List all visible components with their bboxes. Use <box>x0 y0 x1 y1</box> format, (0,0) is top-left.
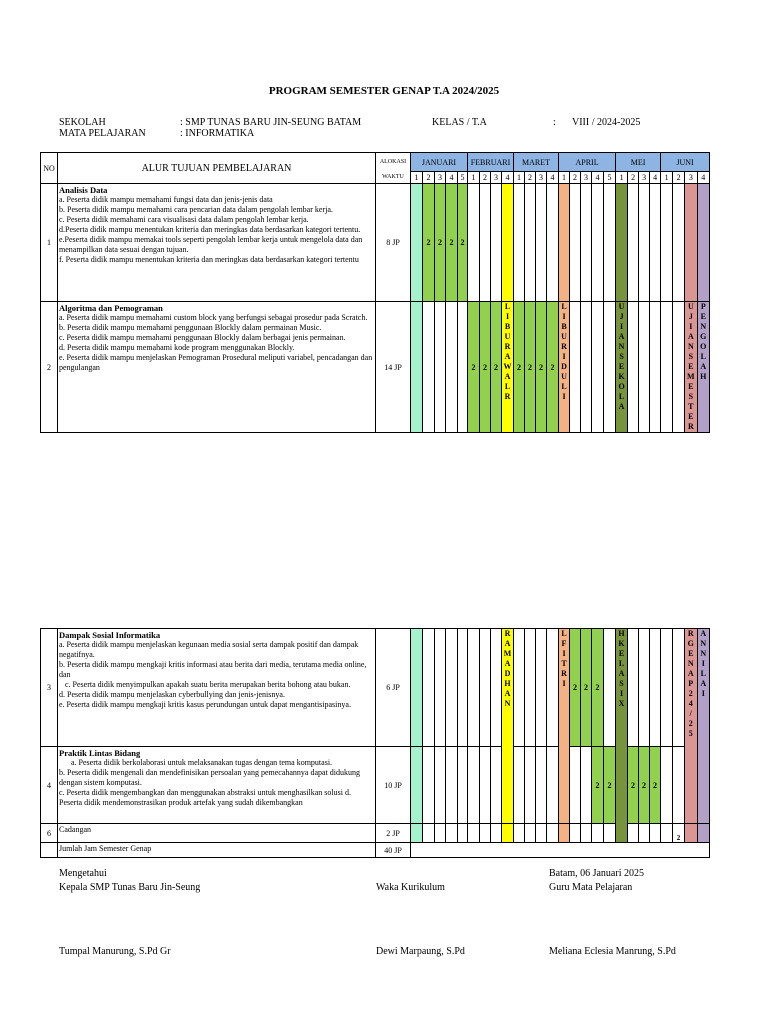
schedule-label-pengolahan: A N N I L A I <box>697 629 710 824</box>
week-cell <box>604 824 616 843</box>
objective-line: a. Peserta didik berkolaborasi untuk melaksanakan tugas dengan tema komputasi. <box>59 758 333 767</box>
week-cell <box>570 747 581 824</box>
week-number: 5 <box>458 172 468 184</box>
week-cell <box>411 184 423 302</box>
week-number: 3 <box>581 172 592 184</box>
week-cell <box>525 747 536 824</box>
objective-cell <box>58 184 376 302</box>
total-value: 40 JP <box>376 843 411 858</box>
objective-line: d. Peserta didik mampu menjelaskan cyberbullying dan jenis-jenisnya. <box>59 690 285 699</box>
month-header: JANUARI <box>411 153 468 172</box>
week-cell <box>423 629 435 747</box>
row-number: 6 <box>41 824 58 843</box>
week-cell-active: 2 <box>536 302 547 433</box>
semester-table-bottom <box>40 628 710 858</box>
week-cell <box>604 184 616 302</box>
objective-line: b. Peserta didik mampu memahami penggunaan Blockly dalam permainan Music. <box>59 323 322 332</box>
objective-cell <box>58 302 376 433</box>
week-cell <box>616 184 628 302</box>
week-number: 3 <box>435 172 446 184</box>
week-cell <box>547 747 559 824</box>
week-cell-active: 2 <box>604 747 616 824</box>
week-cell <box>514 184 525 302</box>
week-cell <box>604 629 616 747</box>
total-blank <box>411 843 710 858</box>
sig-mid-2: Waka Kurikulum <box>376 882 445 893</box>
month-header: APRIL <box>559 153 616 172</box>
week-cell <box>570 184 581 302</box>
week-number: 1 <box>514 172 525 184</box>
week-cell <box>628 824 639 843</box>
week-cell-active: 2 <box>592 629 604 747</box>
week-cell <box>446 302 458 433</box>
schedule-label-semester: U J I A N S E M E S T E R <box>685 302 697 433</box>
week-number: 5 <box>604 172 616 184</box>
objective-line: b. Peserta didik mampu mengkaji kritis informasi atau berita dari media, terutama media online, dan <box>59 660 369 679</box>
week-cell <box>435 824 446 843</box>
row-jp: 14 JP <box>376 302 411 433</box>
week-cell <box>458 302 468 433</box>
alokasi-label: ALOKASI <box>379 159 407 166</box>
week-number: 4 <box>502 172 514 184</box>
week-cell <box>446 747 458 824</box>
objective-line: e. Peserta didik mampu menjelaskan Pemograman Prosedural meliputi variabel, pencadangan dan pengulangan <box>59 353 375 372</box>
week-cell-active: 2 <box>650 747 661 824</box>
week-cell: 2 <box>673 824 685 843</box>
week-number: 1 <box>468 172 480 184</box>
week-cell <box>536 824 547 843</box>
week-cell <box>639 184 650 302</box>
row-jp: 8 JP <box>376 184 411 302</box>
week-number: 4 <box>592 172 604 184</box>
week-cell <box>411 302 423 433</box>
class-colon: : <box>553 117 556 128</box>
sig-right-name: Meliana Eclesia Manrung, S.Pd <box>549 946 676 957</box>
week-cell <box>423 824 435 843</box>
week-cell <box>673 302 685 433</box>
week-cell <box>514 629 525 747</box>
objective-heading: Algoritma dan Pemograman <box>59 303 163 313</box>
class-value: VIII / 2024-2025 <box>572 117 641 128</box>
month-header: MEI <box>616 153 661 172</box>
week-cell-active: 2 <box>525 302 536 433</box>
waktu-label: WAKTU <box>382 174 404 181</box>
week-cell <box>570 824 581 843</box>
week-number: 4 <box>547 172 559 184</box>
week-cell <box>650 824 661 843</box>
week-cell <box>559 824 570 843</box>
week-cell <box>411 629 423 747</box>
schedule-label-sekolah: H K E L A S I X <box>616 629 628 843</box>
week-cell <box>480 824 491 843</box>
total-label: Jumlah Jam Semester Genap <box>58 843 376 858</box>
week-number: 3 <box>685 172 697 184</box>
semester-table-top <box>40 152 710 433</box>
week-cell <box>661 824 673 843</box>
reserve-label: Cadangan <box>58 824 376 843</box>
week-cell <box>525 824 536 843</box>
month-header: MARET <box>514 153 559 172</box>
week-cell <box>639 629 650 747</box>
week-cell <box>547 629 559 747</box>
objective-heading: Analisis Data <box>59 185 108 195</box>
week-cell <box>525 629 536 747</box>
week-cell <box>514 824 525 843</box>
week-cell <box>661 302 673 433</box>
row-jp: 2 JP <box>376 824 411 843</box>
week-cell <box>458 824 468 843</box>
week-cell <box>673 747 685 824</box>
week-cell <box>468 824 480 843</box>
week-cell <box>458 747 468 824</box>
week-cell <box>536 184 547 302</box>
week-cell <box>570 302 581 433</box>
week-cell <box>581 747 592 824</box>
week-cell <box>502 184 514 302</box>
week-cell <box>423 747 435 824</box>
week-cell <box>536 747 547 824</box>
sig-left-name: Tumpal Manurung, S.Pd Gr <box>59 946 171 957</box>
sig-left-2: Kepala SMP Tunas Baru Jin-Seung <box>59 882 201 893</box>
week-cell <box>592 302 604 433</box>
schedule-label-idul: L F I T R I <box>559 629 570 824</box>
week-cell <box>491 824 502 843</box>
week-cell <box>468 629 480 747</box>
sig-right-2: Guru Mata Pelajaran <box>549 882 633 893</box>
week-cell <box>697 184 709 302</box>
week-cell <box>480 184 491 302</box>
col-waktu-header <box>376 172 411 184</box>
schedule-label-semester: R G E N A P 2 4 / 2 5 <box>685 629 698 824</box>
week-cell <box>411 747 423 824</box>
objective-cell <box>58 747 376 824</box>
week-cell <box>559 184 570 302</box>
week-cell-active: 2 <box>458 184 468 302</box>
row-number: 2 <box>41 302 58 433</box>
week-cell <box>435 747 446 824</box>
week-cell <box>581 302 592 433</box>
week-cell <box>650 629 661 747</box>
week-cell <box>661 184 673 302</box>
objective-line: e. Peserta didik mampu mengkaji kritis kasus perundungan untuk dapat mengantisipasinya. <box>59 700 351 709</box>
sig-left-1: Mengetahui <box>59 868 107 879</box>
week-number: 1 <box>559 172 570 184</box>
col-alur-header: ALUR TUJUAN PEMBELAJARAN <box>58 153 376 184</box>
week-cell <box>673 184 685 302</box>
week-cell <box>446 629 458 747</box>
objective-line: c. Peserta didik menyimpulkan apakah suatu berita merupakan berita bohong atau bukan. <box>59 680 351 689</box>
row-number: 1 <box>41 184 58 302</box>
week-number: 2 <box>423 172 435 184</box>
week-cell-active: 2 <box>581 629 592 747</box>
week-cell <box>581 184 592 302</box>
objective-line: e.Peserta didik mampu memakai tools seperti pengolah lembar kerja untuk mengelola data dan menampilkan data sesuai dengan tujuan. <box>59 235 365 254</box>
week-cell <box>592 184 604 302</box>
week-cell <box>423 302 435 433</box>
week-cell <box>650 302 661 433</box>
week-number: 2 <box>480 172 491 184</box>
week-cell <box>446 824 458 843</box>
week-number: 4 <box>446 172 458 184</box>
week-cell <box>685 824 698 843</box>
week-cell <box>525 184 536 302</box>
week-number: 3 <box>536 172 547 184</box>
week-cell-active: 2 <box>514 302 525 433</box>
col-no-header: NO <box>41 153 58 184</box>
week-cell <box>661 747 673 824</box>
week-cell <box>514 747 525 824</box>
week-cell <box>491 184 502 302</box>
week-cell <box>458 629 468 747</box>
week-cell-active: 2 <box>435 184 446 302</box>
week-cell <box>547 824 559 843</box>
row-number: 4 <box>41 747 58 824</box>
week-cell <box>697 824 710 843</box>
week-cell <box>685 184 697 302</box>
week-cell-active: 2 <box>639 747 650 824</box>
schedule-label-pengolahan: P E N G O L A H <box>697 302 709 433</box>
week-cell-active: 2 <box>628 747 639 824</box>
week-cell <box>628 302 639 433</box>
row-jp: 10 JP <box>376 747 411 824</box>
objective-line: a. Peserta didik mampu memahami custom block yang berfungsi sebagai prosedur pada Scratch. <box>59 313 368 322</box>
week-number: 3 <box>491 172 502 184</box>
schedule-label-sekolah: U J I A N S E K O L A <box>616 302 628 433</box>
total-empty <box>41 843 58 858</box>
week-cell-active: 2 <box>592 747 604 824</box>
week-cell <box>502 824 514 843</box>
week-cell <box>639 824 650 843</box>
week-cell <box>491 747 502 824</box>
objective-line: d. Peserta didik mampu memahami kode program menggunakan Blockly. <box>59 343 295 352</box>
schedule-label-idul: L I B U R I D U L I <box>559 302 570 433</box>
week-cell <box>536 629 547 747</box>
week-cell-active: 2 <box>547 302 559 433</box>
week-cell <box>480 747 491 824</box>
week-cell-active: 2 <box>423 184 435 302</box>
week-number: 2 <box>525 172 536 184</box>
week-cell <box>604 302 616 433</box>
objective-line: f. Peserta didik mampu menentukan kriteria dan meringkas data berdasarkan kategori tertentu <box>59 255 359 264</box>
week-cell <box>581 824 592 843</box>
objective-line: c. Peserta didik memahami cara visualisasi data dalam pengolah lembar kerja. <box>59 215 309 224</box>
objective-heading: Praktik Lintas Bidang <box>59 748 141 758</box>
week-cell <box>468 747 480 824</box>
week-cell <box>491 629 502 747</box>
week-cell <box>435 302 446 433</box>
sig-right-1: Batam, 06 Januari 2025 <box>549 868 644 879</box>
week-cell <box>468 184 480 302</box>
week-cell <box>673 629 685 747</box>
objective-heading: Dampak Sosial Informatika <box>59 630 161 640</box>
week-number: 1 <box>411 172 423 184</box>
week-cell <box>639 302 650 433</box>
week-number: 2 <box>673 172 685 184</box>
school-value: : SMP TUNAS BARU JIN-SEUNG BATAM <box>180 117 362 128</box>
col-alokasi-header <box>376 153 411 172</box>
week-number: 4 <box>650 172 661 184</box>
objective-line: a. Peserta didik mampu menjelaskan kegunaan media sosial serta dampak positif dan dampak negatifnya. <box>59 640 361 659</box>
objective-line: a. Peserta didik mampu memahami fungsi data dan jenis-jenis data <box>59 195 273 204</box>
week-number: 2 <box>570 172 581 184</box>
sig-mid-name: Dewi Marpaung, S.Pd <box>376 946 465 957</box>
class-label: KELAS / T.A <box>432 117 487 128</box>
week-number: 1 <box>661 172 673 184</box>
school-label: SEKOLAH <box>59 117 106 128</box>
row-number: 3 <box>41 629 58 747</box>
week-number: 2 <box>628 172 639 184</box>
week-cell <box>435 629 446 747</box>
objective-cell <box>58 629 376 747</box>
month-header: FEBRUARI <box>468 153 514 172</box>
week-cell <box>480 629 491 747</box>
schedule-label-ramadhan: R A M A D H A N <box>502 629 514 824</box>
objective-line: c. Peserta didik mampu memahami penggunaan Blockly dalam berbagai jenis permainan. <box>59 333 346 342</box>
objective-line: c. Peserta didik mengembangkan dan menggunakan abstraksi untuk menghasilkan solusi d. Peserta didik mendemonstrasikan produk artefak yang sudah dikembangkan <box>59 788 353 807</box>
week-cell <box>411 824 423 843</box>
week-cell <box>661 629 673 747</box>
month-header: JUNI <box>661 153 710 172</box>
objective-line: b. Peserta didik mengenali dan mendefinisikan persoalan yang pemecahannya dapat didukung dengan sistem komputasi. <box>59 768 363 787</box>
week-number: 3 <box>639 172 650 184</box>
week-number: 1 <box>616 172 628 184</box>
week-cell-active: 2 <box>491 302 502 433</box>
subject-label: MATA PELAJARAN <box>59 128 146 139</box>
objective-line: b. Peserta didik mampu memahami cara pencarian data dalam pengolah lembar kerja. <box>59 205 333 214</box>
schedule-label-ramadhan: L I B U R A W A L R <box>502 302 514 433</box>
week-cell <box>547 184 559 302</box>
week-cell-active: 2 <box>570 629 581 747</box>
week-cell <box>592 824 604 843</box>
subject-value: : INFORMATIKA <box>180 128 255 139</box>
week-cell <box>628 184 639 302</box>
week-cell-active: 2 <box>468 302 480 433</box>
week-cell-active: 2 <box>446 184 458 302</box>
document-title: PROGRAM SEMESTER GENAP T.A 2024/2025 <box>268 85 500 97</box>
week-cell <box>628 629 639 747</box>
week-cell <box>650 184 661 302</box>
row-jp: 6 JP <box>376 629 411 747</box>
objective-line: d.Peserta didik mampu menentukan kriteria dan meringkas data berdasarkan kategori tertentu. <box>59 225 361 234</box>
week-number: 4 <box>697 172 709 184</box>
week-cell-active: 2 <box>480 302 491 433</box>
